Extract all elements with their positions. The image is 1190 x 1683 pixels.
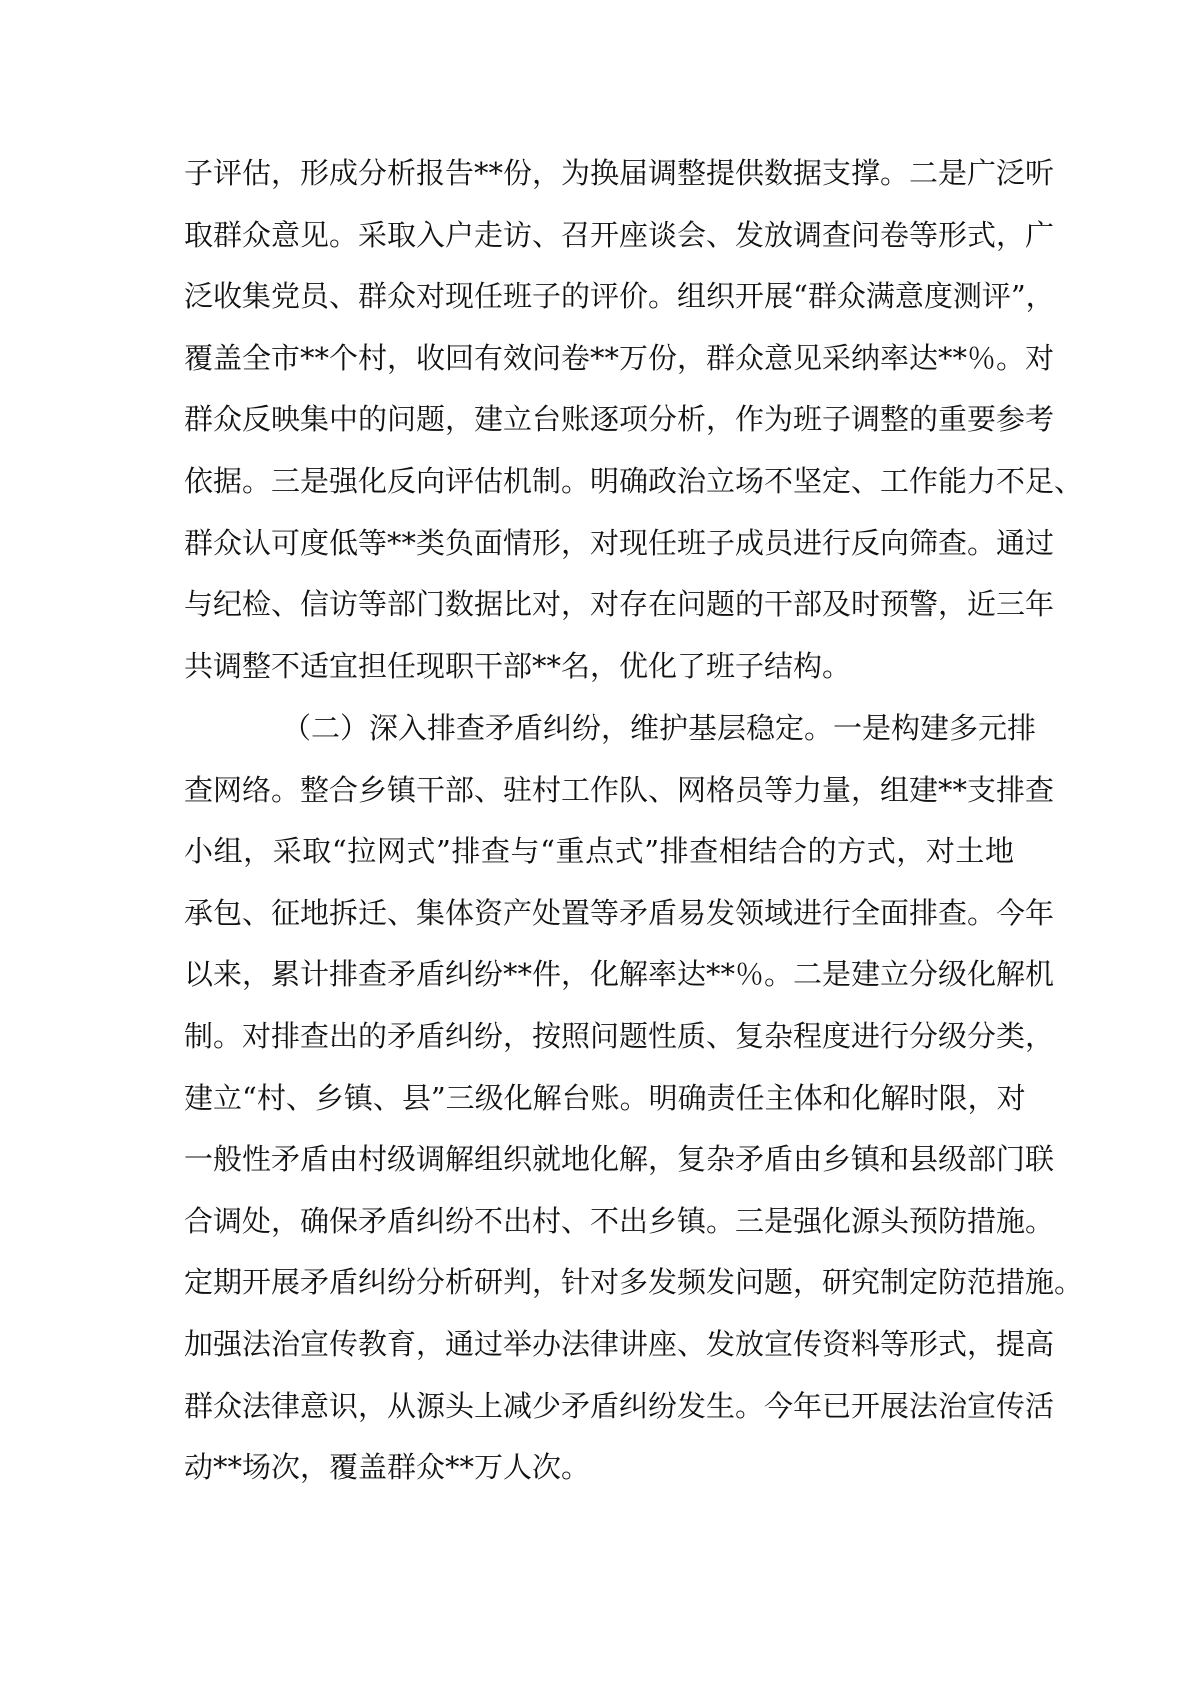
paragraph-line: 泛收集党员、群众对现任班子的评价。组织开展“群众满意度测评”，: [184, 279, 1055, 314]
paragraph-line: 小组，采取“拉网式”排查与“重点式”排查相结合的方式，对土地: [184, 834, 1014, 869]
paragraph-line: 群众认可度低等**类负面情形，对现任班子成员进行反向筛查。通过: [184, 525, 1055, 560]
paragraph-line: 依据。三是强化反向评估机制。明确政治立场不坚定、工作能力不足、: [184, 463, 1084, 498]
paragraph-line: 共调整不适宜担任现职干部**名，优化了班子结构。: [184, 648, 852, 683]
paragraph-2: [184, 706, 1084, 1507]
paragraph-line: 与纪检、信访等部门数据比对，对存在问题的干部及时预警，近三年: [184, 587, 1055, 622]
paragraph-line: 子评估，形成分析报告**份，为换届调整提供数据支撑。二是广泛听: [184, 156, 1055, 190]
paragraph-line: 定期开展矛盾纠纷分析研判，针对多发频发问题，研究制定防范措施。: [184, 1265, 1084, 1300]
paragraph-line: 合调处，确保矛盾纠纷不出村、不出乡镇。三是强化源头预防措施。: [184, 1203, 1055, 1238]
paragraph-line: 承包、征地拆迁、集体资产处置等矛盾易发领域进行全面排查。今年: [184, 895, 1055, 930]
paragraph-line: 建立“村、乡镇、县”三级化解台账。明确责任主体和化解时限，对: [184, 1080, 1026, 1115]
paragraph-line: 制。对排查出的矛盾纠纷，按照问题性质、复杂程度进行分级分类，: [184, 1018, 1055, 1053]
paragraph-line: 动**场次，覆盖群众**万人次。: [184, 1450, 591, 1485]
paragraph-line: 查网络。整合乡镇干部、驻村工作队、网格员等力量，组建**支排查: [184, 772, 1055, 807]
paragraph-line: 一般性矛盾由村级调解组织就地化解，复杂矛盾由乡镇和县级部门联: [184, 1142, 1055, 1177]
section-heading-line: （二）深入排查矛盾纠纷，维护基层稳定。一是构建多元排: [282, 711, 1037, 745]
paragraph-line: 取群众意见。采取入户走访、召开座谈会、发放调查问卷等形式，广: [184, 217, 1055, 252]
paragraph-line: 加强法治宣传教育，通过举办法律讲座、发放宣传资料等形式，提高: [184, 1326, 1055, 1361]
paragraph-line: 以来，累计排查矛盾纠纷**件，化解率达**％。二是建立分级化解机: [184, 957, 1055, 992]
paragraph-line: 群众反映集中的问题，建立台账逐项分析，作为班子调整的重要参考: [184, 402, 1055, 437]
paragraph-1: [184, 151, 1084, 705]
paragraph-line: 覆盖全市**个村，收回有效问卷**万份，群众意见采纳率达**％。对: [184, 340, 1055, 375]
paragraph-line: 群众法律意识，从源头上减少矛盾纠纷发生。今年已开展法治宣传活: [184, 1388, 1055, 1423]
